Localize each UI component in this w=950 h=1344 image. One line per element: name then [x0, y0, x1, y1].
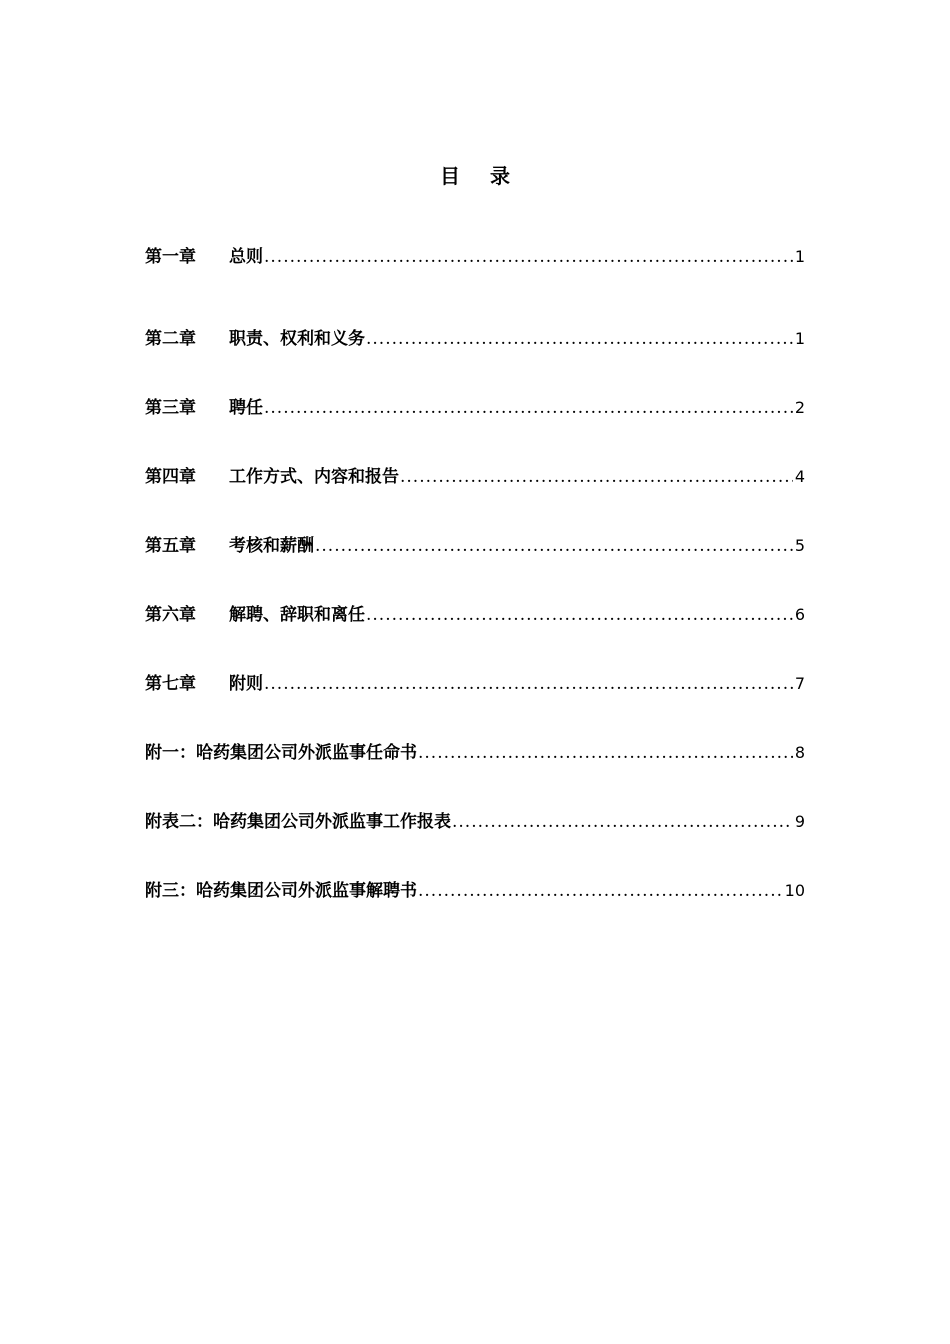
- toc-entry-chapter-3[interactable]: [145, 396, 805, 420]
- toc-page-number: 9: [794, 812, 805, 831]
- toc-dot-leader: [264, 245, 793, 269]
- toc-entry-appendix-1[interactable]: [145, 741, 805, 765]
- toc-dot-leader: [315, 534, 793, 558]
- toc-entry-chapter-1[interactable]: [145, 245, 805, 269]
- toc-entry-title: 考核和薪酬: [229, 536, 314, 556]
- toc-page-number: 2: [794, 398, 805, 417]
- toc-chapter-label: 第六章: [145, 605, 196, 625]
- toc-entry-title: 附则: [229, 674, 263, 694]
- toc-dot-leader: [264, 672, 793, 696]
- toc-dot-leader: [366, 327, 793, 351]
- toc-chapter-label: 第一章: [145, 247, 196, 267]
- toc-dot-leader: [366, 603, 793, 627]
- toc-entry-chapter-2[interactable]: [145, 327, 805, 351]
- toc-entry-title: 解聘、辞职和离任: [229, 605, 365, 625]
- toc-chapter-label: 第二章: [145, 329, 196, 349]
- toc-entry-title: 总则: [229, 247, 263, 267]
- toc-chapter-label: 第七章: [145, 674, 196, 694]
- toc-page-number: 6: [794, 605, 805, 624]
- toc-entry-appendix-2[interactable]: [145, 810, 805, 834]
- toc-entry-title: 附一：哈药集团公司外派监事任命书: [145, 743, 417, 763]
- toc-entry-appendix-3[interactable]: [145, 879, 805, 903]
- toc-entry-chapter-5[interactable]: [145, 534, 805, 558]
- toc-dot-leader: [400, 465, 793, 489]
- toc-entry-title: 聘任: [229, 398, 263, 418]
- toc-chapter-label: 第四章: [145, 467, 196, 487]
- toc-chapter-label: 第三章: [145, 398, 196, 418]
- toc-entry-title: 职责、权利和义务: [229, 329, 365, 349]
- toc-entry-title: 附三：哈药集团公司外派监事解聘书: [145, 881, 417, 901]
- toc-page-number: 1: [794, 329, 805, 348]
- toc-page-number: 5: [794, 536, 805, 555]
- toc-chapter-label: 第五章: [145, 536, 196, 556]
- toc-entry-title: 附表二：哈药集团公司外派监事工作报表: [145, 812, 451, 832]
- toc-title-char-2: 录: [490, 164, 510, 188]
- toc-entry-title: 工作方式、内容和报告: [229, 467, 399, 487]
- toc-dot-leader: [418, 879, 783, 903]
- toc-entry-chapter-6[interactable]: [145, 603, 805, 627]
- toc-dot-leader: [418, 741, 793, 765]
- toc-dot-leader: [264, 396, 793, 420]
- toc-page-number: 7: [794, 674, 805, 693]
- toc-page-number: 1: [794, 247, 805, 266]
- toc-page-number: 8: [794, 743, 805, 762]
- toc-title-char-1: 目: [440, 164, 460, 188]
- toc-title: [0, 160, 950, 189]
- toc-dot-leader: [452, 810, 793, 834]
- toc-page-number: 10: [784, 881, 805, 900]
- toc-entry-chapter-4[interactable]: [145, 465, 805, 489]
- toc-entry-chapter-7[interactable]: [145, 672, 805, 696]
- toc-page-number: 4: [794, 467, 805, 486]
